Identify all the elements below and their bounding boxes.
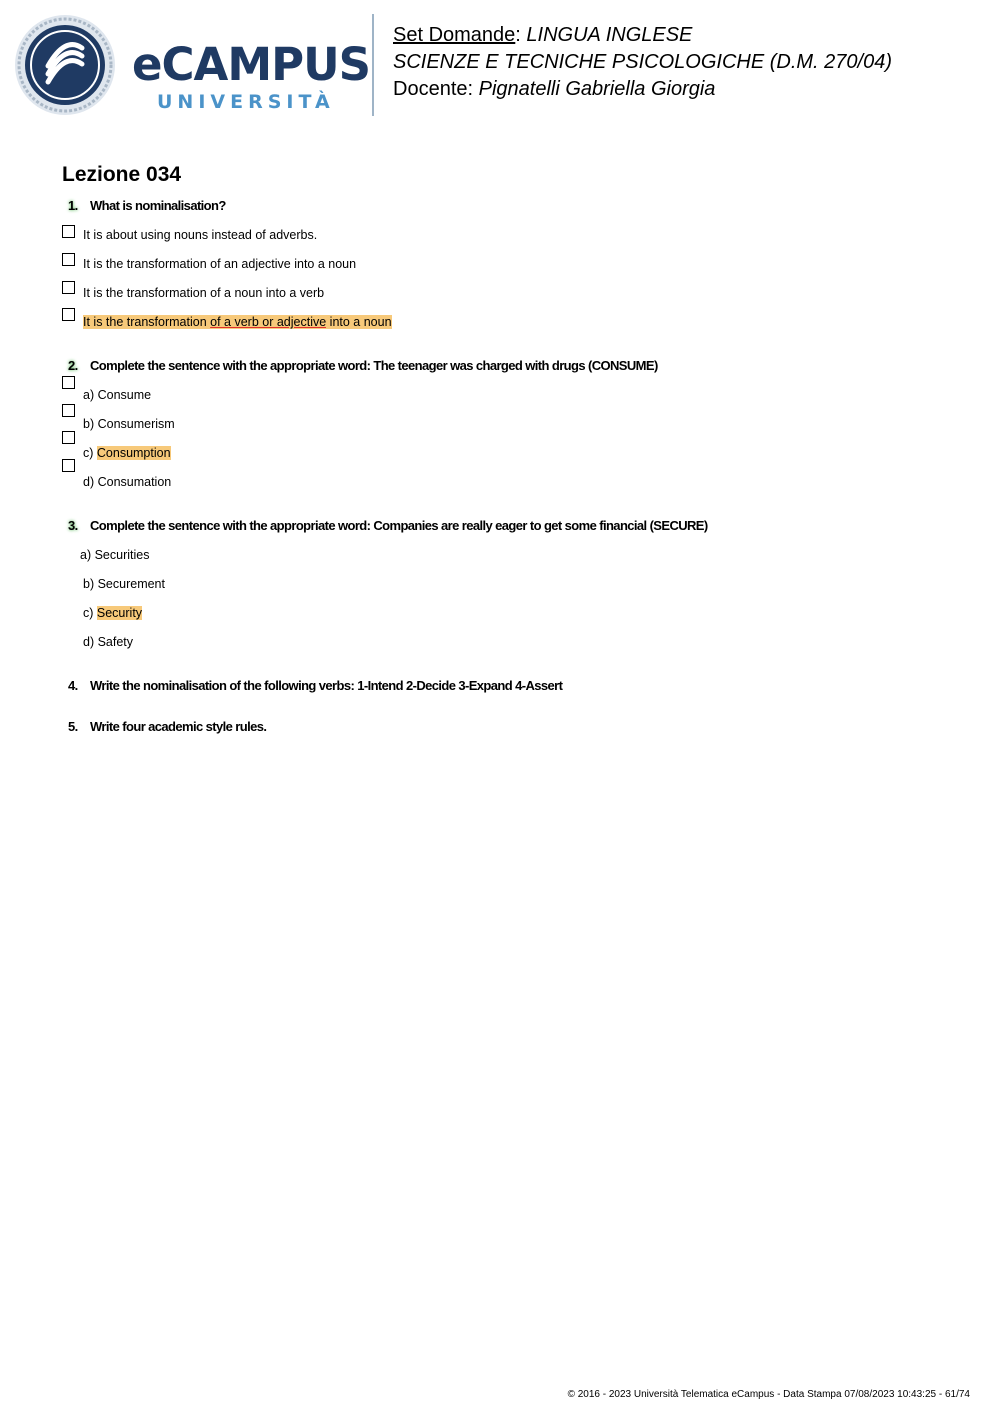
option-checkbox[interactable]	[62, 376, 75, 389]
set-label: Set Domande	[393, 24, 516, 46]
question-number: 5.	[68, 719, 78, 734]
option-label: d) Consumation	[83, 475, 172, 489]
question-text: Complete the sentence with the appropriate word: Companies are really eager to get some financial (SECURE)	[90, 518, 708, 533]
page-footer: © 2016 - 2023 Università Telematica eCampus - Data Stampa 07/08/2023 10:43:25 - 61/74	[567, 1389, 970, 1400]
question-text: Write four academic style rules.	[90, 719, 267, 734]
option-checkbox[interactable]	[62, 225, 75, 238]
option-checkbox[interactable]	[62, 459, 75, 472]
header-info	[393, 22, 892, 103]
brand-subtitle: UNIVERSITÀ	[157, 91, 335, 113]
question-2	[68, 358, 658, 373]
question-number: 1.	[68, 198, 78, 213]
university-seal-icon	[14, 14, 116, 116]
option-checkbox[interactable]	[62, 404, 75, 417]
option-checkbox[interactable]	[62, 281, 75, 294]
question-text: Write the nominalisation of the following verbs: 1-Intend 2-Decide 3-Expand 4-Assert	[90, 678, 563, 693]
correct-option	[83, 315, 392, 329]
highlighted-answer: Consumption	[96, 446, 171, 460]
option-checkbox[interactable]	[62, 308, 75, 321]
correct-option	[83, 446, 171, 460]
option-label: b) Securement	[83, 577, 165, 591]
correct-option	[83, 606, 142, 620]
option-label: a) Consume	[83, 388, 152, 402]
option-label: b) Consumerism	[83, 417, 175, 431]
question-1	[68, 198, 226, 213]
brand-wordmark	[132, 38, 371, 113]
question-number: 4.	[68, 678, 78, 693]
option-prefix: c)	[83, 606, 97, 620]
option-checkbox[interactable]	[62, 253, 75, 266]
course-line	[393, 49, 892, 76]
question-5	[68, 719, 266, 734]
option-label: It is the transformation of an adjective into a noun	[83, 257, 357, 271]
option-label: It is about using nouns instead of adverbs.	[83, 228, 318, 242]
highlighted-answer: Security	[96, 606, 143, 620]
question-4	[68, 678, 562, 693]
option-label: It is the transformation of a noun into a verb	[83, 286, 325, 300]
question-text: Complete the sentence with the appropriate word: The teenager was charged with drugs (CONSUME)	[90, 358, 658, 373]
ecampus-logo	[14, 14, 371, 118]
option-label: d) Safety	[83, 635, 134, 649]
highlight-part-underlined: of a verb or adjective	[210, 315, 327, 329]
option-label: a) Securities	[80, 548, 150, 562]
lesson-title: Lezione 034	[62, 163, 182, 186]
subject: LINGUA INGLESE	[526, 24, 693, 46]
question-number: 2.	[68, 358, 78, 373]
teacher-label: Docente:	[393, 78, 474, 100]
question-text: What is nominalisation?	[90, 198, 226, 213]
teacher-name: Pignatelli Gabriella Giorgia	[478, 78, 716, 100]
highlight-part: into a noun	[326, 315, 392, 329]
header-divider	[372, 14, 374, 116]
teacher-line	[393, 76, 892, 103]
course: SCIENZE E TECNICHE PSICOLOGICHE (D.M. 270/04)	[393, 51, 892, 73]
highlight-part: It is the transformation	[83, 315, 211, 329]
option-prefix: c)	[83, 446, 97, 460]
question-3	[68, 518, 708, 533]
brand-name: eCAMPUS	[132, 38, 371, 91]
option-checkbox[interactable]	[62, 431, 75, 444]
set-line: Set Domande: LINGUA INGLESE	[393, 24, 693, 46]
question-number: 3.	[68, 518, 78, 533]
